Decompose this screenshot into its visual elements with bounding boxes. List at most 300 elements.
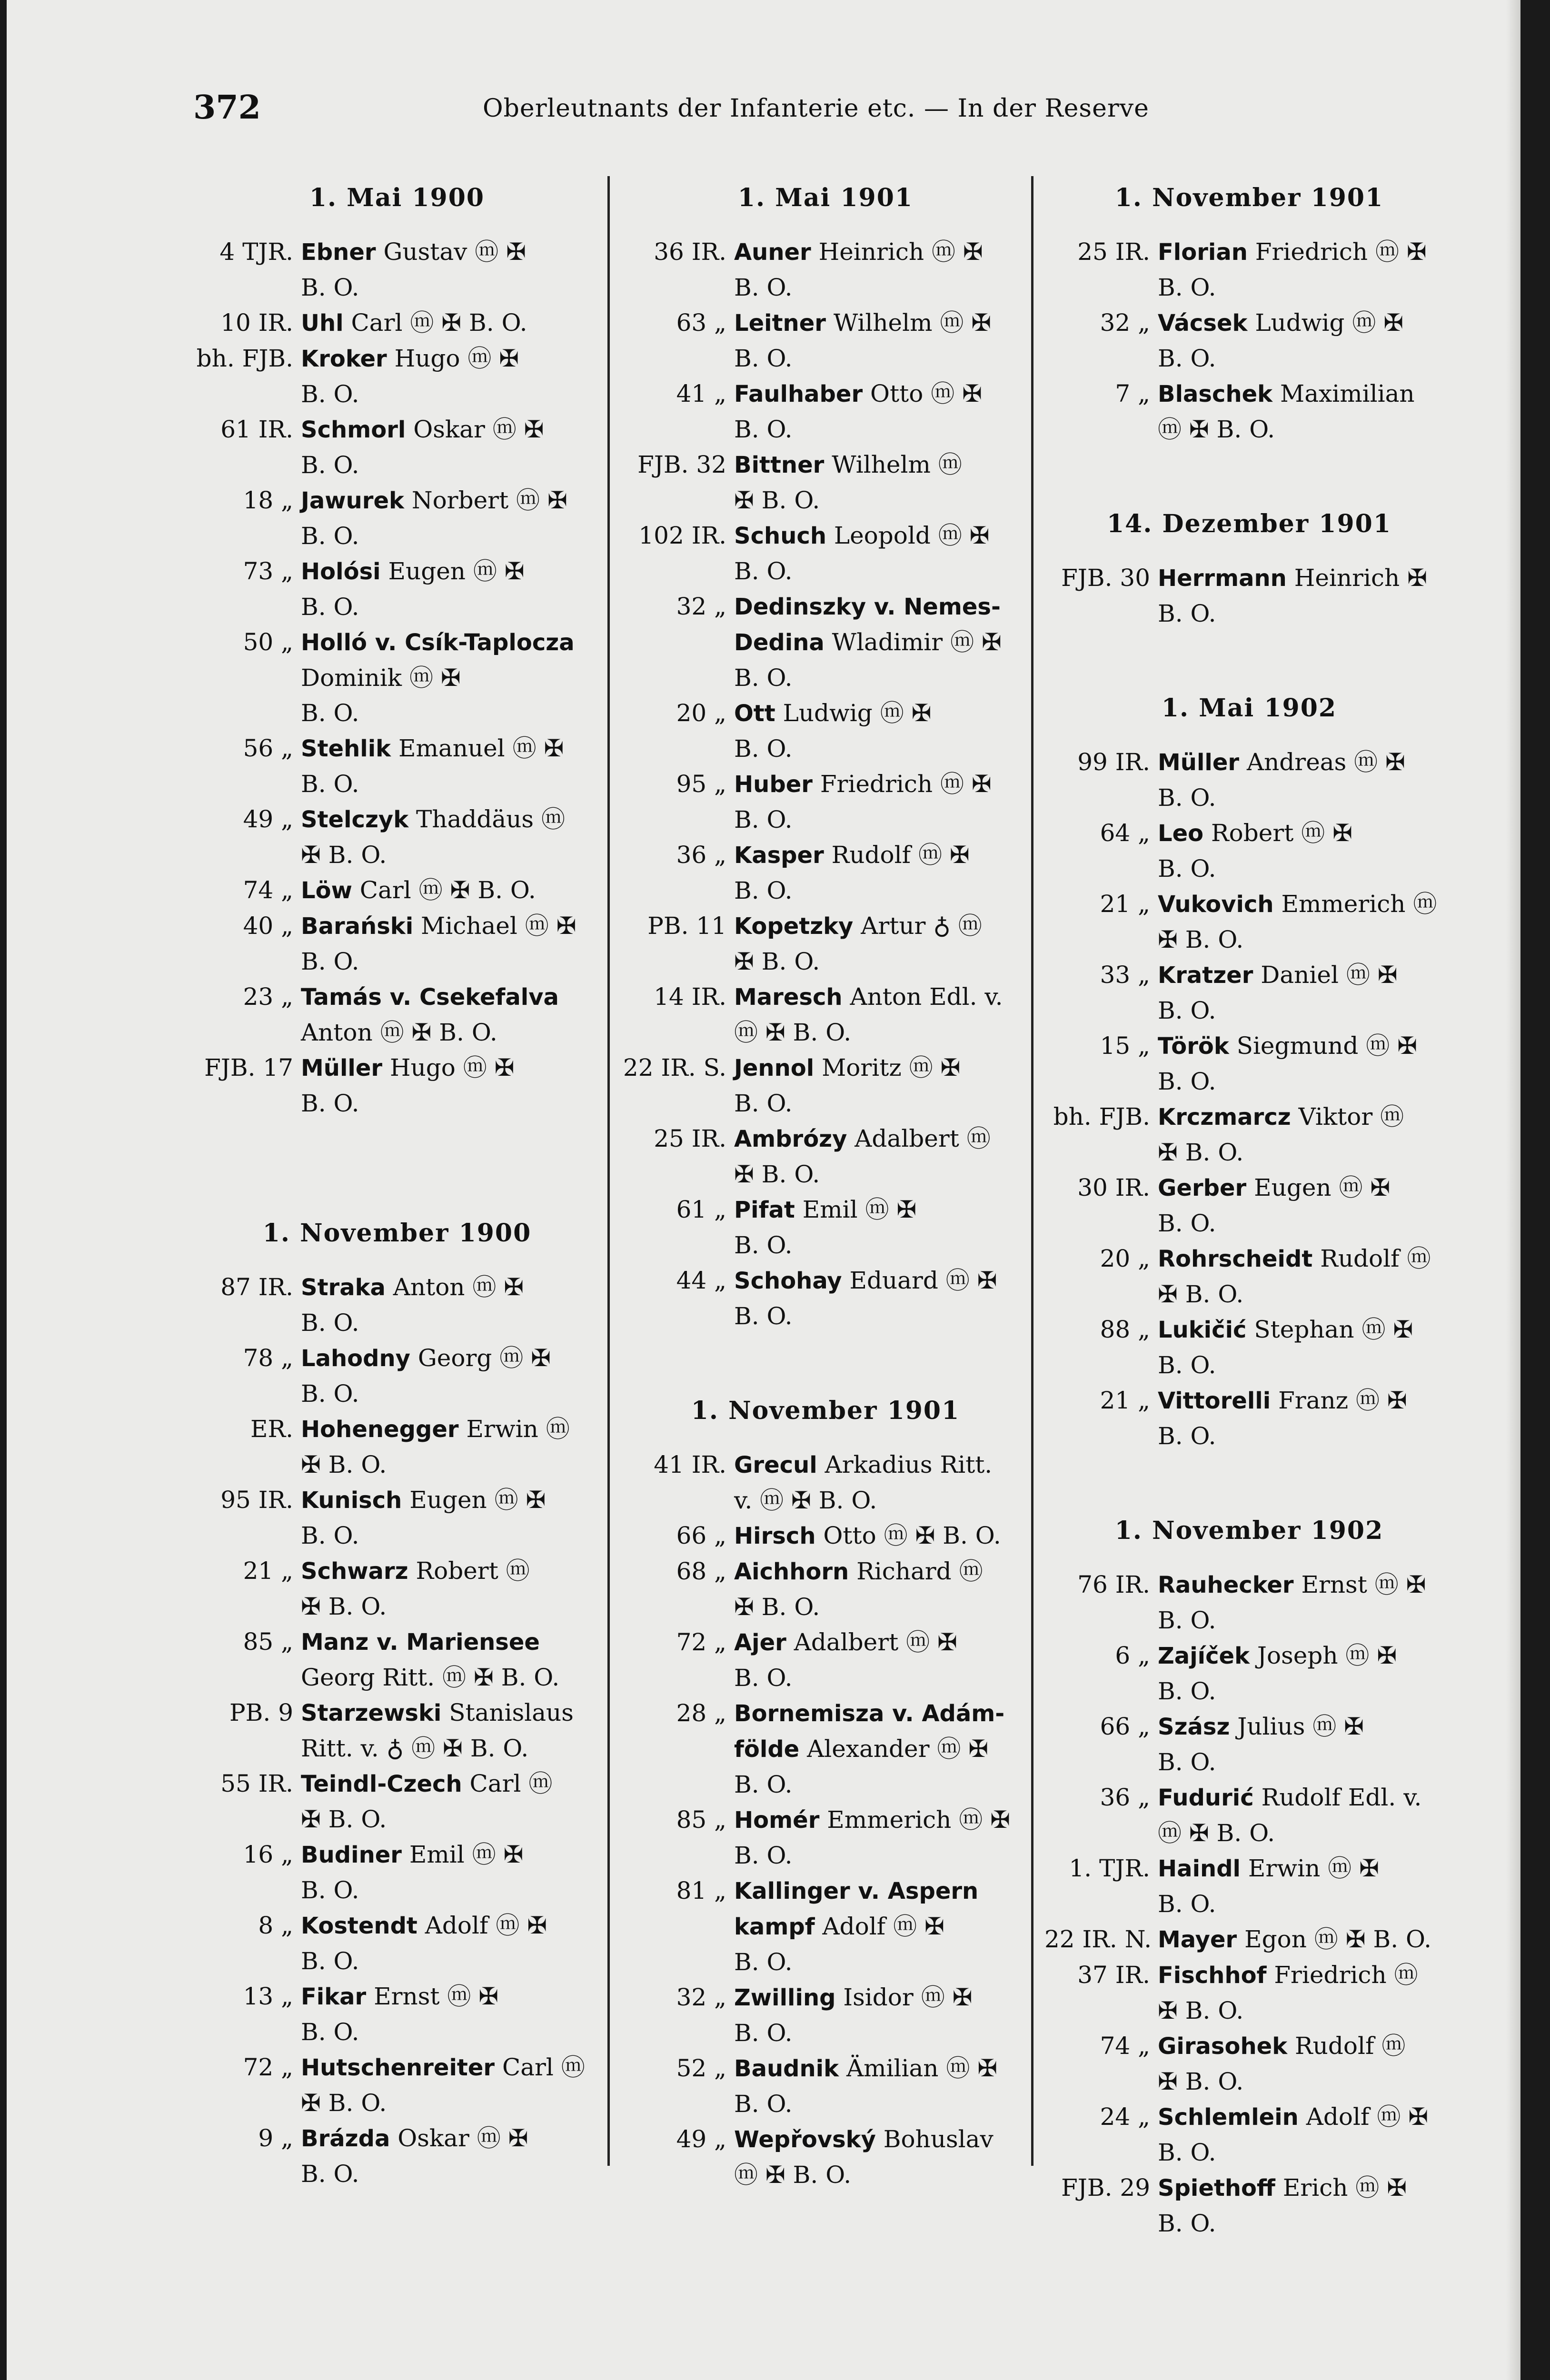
- entry-details: Ämilian ⓜ ✠ B. O.: [734, 2054, 998, 2118]
- surname: Lahodny: [301, 1345, 410, 1372]
- unit-label: 7 „: [1115, 380, 1150, 407]
- surname: Hutschenreiter: [301, 2054, 495, 2081]
- unit-label: PB. 11: [647, 912, 726, 940]
- unit-label: 25 IR.: [654, 1125, 726, 1152]
- surname: Vittorelli: [1158, 1388, 1271, 1414]
- surname: Kunisch: [301, 1487, 402, 1514]
- surname: Leo: [1158, 820, 1204, 847]
- officer-entry: [188, 979, 606, 1050]
- entry-details: Thaddäus ⓜ ✠ B. O.: [301, 805, 565, 869]
- officer-entry: [188, 1482, 606, 1553]
- unit-label: 21 „: [1100, 890, 1150, 918]
- entry-details: Eugen ⓜ ✠ B. O.: [301, 557, 525, 621]
- unit-label: 81 „: [676, 1877, 726, 1904]
- unit-label: 28 „: [676, 1699, 726, 1727]
- entry-text: [1158, 1170, 1454, 1241]
- entry-details: Moritz ⓜ ✠ B. O.: [734, 1054, 961, 1117]
- entry-text: [301, 979, 606, 1050]
- entry-text: [1158, 1709, 1454, 1780]
- officer-entry: [188, 341, 606, 412]
- entry-details: Anton ⓜ ✠ B. O.: [301, 1273, 524, 1337]
- column-2: [621, 176, 1030, 2189]
- surname: Schohay: [734, 1268, 842, 1294]
- unit-label: 25 IR.: [1077, 238, 1150, 266]
- officer-entry: [621, 1554, 1030, 1625]
- officer-entry: [1044, 560, 1454, 631]
- section-title: 1. November 1902: [1114, 1516, 1384, 1545]
- entry-text: [1158, 1028, 1454, 1099]
- surname: Fischhof: [1158, 1962, 1267, 1989]
- surname: Krczmarcz: [1158, 1104, 1291, 1130]
- unit-label: 21 „: [1100, 1387, 1150, 1414]
- entry-text: [734, 1518, 1030, 1554]
- entry-details: Robert ⓜ ✠ B. O.: [301, 1557, 530, 1620]
- entry-text: [734, 1625, 1030, 1696]
- officer-entry: [1044, 1709, 1454, 1780]
- unit-label: FJB. 30: [1061, 564, 1150, 592]
- entry-details: Erwin ⓜ ✠ B. O.: [1158, 1854, 1379, 1918]
- entry-text: [734, 1447, 1030, 1518]
- unit-label: 10 IR.: [220, 309, 293, 337]
- officer-entry: [188, 1269, 606, 1340]
- surname: Maresch: [734, 984, 843, 1011]
- unit-label: 8 „: [258, 1912, 293, 1939]
- unit-label: 32 „: [1100, 309, 1150, 337]
- unit-label: 20 „: [1100, 1245, 1150, 1272]
- unit-label: bh. FJB.: [196, 345, 293, 372]
- officer-entry: [621, 447, 1030, 518]
- entry-text: [1158, 1567, 1454, 1638]
- officer-entry: [621, 837, 1030, 908]
- entry-details: Franz ⓜ ✠ B. O.: [1158, 1387, 1407, 1450]
- entry-text: [734, 1980, 1030, 2051]
- officer-entry: [1044, 1383, 1454, 1454]
- officer-entry: [1044, 1170, 1454, 1241]
- unit-label: 66 „: [1100, 1713, 1150, 1740]
- entry-details: Friedrich ⓜ ✠ B. O.: [1158, 1961, 1418, 2024]
- entry-details: Viktor ⓜ ✠ B. O.: [1158, 1103, 1404, 1166]
- entry-text: [301, 731, 606, 802]
- section-title: 1. November 1901: [691, 1396, 960, 1425]
- officer-entry: [188, 1553, 606, 1624]
- surname: Jawurek: [301, 487, 404, 514]
- entry-text: [734, 1050, 1030, 1121]
- officer-entry: [188, 483, 606, 554]
- entry-text: [301, 1624, 606, 1695]
- unit-label: 23 „: [243, 983, 293, 1011]
- entry-details: Anton Edl. v. ⓜ ✠ B. O.: [734, 983, 1003, 1046]
- officer-entry: [1044, 744, 1454, 815]
- entry-details: Adolf ⓜ ✠ B. O.: [734, 1913, 944, 1976]
- officer-entry: [1044, 1922, 1454, 1957]
- entry-details: Otto ⓜ ✠ B. O.: [734, 380, 982, 443]
- unit-label: 63 „: [676, 309, 726, 337]
- entry-details: Rudolf ⓜ ✠ B. O.: [1158, 2032, 1406, 2095]
- unit-label: 74 „: [243, 876, 293, 904]
- unit-label: 52 „: [676, 2054, 726, 2082]
- entry-text: [1158, 560, 1454, 631]
- entry-details: Adalbert ⓜ ✠ B. O.: [734, 1125, 991, 1188]
- unit-label: 13 „: [243, 1983, 293, 2010]
- officer-entry: [1044, 1567, 1454, 1638]
- officer-entry: [1044, 1957, 1454, 2028]
- unit-label: 32 „: [676, 593, 726, 620]
- surname: Müller: [301, 1055, 383, 1081]
- unit-label: 36 IR.: [654, 238, 726, 266]
- entry-details: Eduard ⓜ ✠ B. O.: [734, 1267, 997, 1330]
- officer-entry: [1044, 815, 1454, 886]
- book-page: [7, 0, 1520, 2380]
- unit-label: 72 „: [676, 1628, 726, 1656]
- unit-label: 32 „: [676, 1983, 726, 2011]
- page-number: 372: [193, 89, 261, 127]
- entry-text: [734, 376, 1030, 447]
- surname: Bornemisza v. Adám- földe: [734, 1700, 1005, 1763]
- entry-text: [734, 447, 1030, 518]
- unit-label: 64 „: [1100, 819, 1150, 847]
- entry-details: Stephan ⓜ ✠ B. O.: [1158, 1316, 1413, 1379]
- entry-text: [301, 234, 606, 305]
- unit-label: PB. 9: [229, 1699, 293, 1726]
- entry-details: Wilhelm ⓜ ✠ B. O.: [734, 451, 962, 514]
- unit-label: FJB. 32: [637, 451, 726, 478]
- entry-text: [734, 518, 1030, 589]
- surname: Fudurić: [1158, 1785, 1254, 1811]
- unit-label: 73 „: [243, 557, 293, 585]
- unit-label: ER.: [250, 1415, 293, 1443]
- entry-text: [734, 1121, 1030, 1192]
- entry-details: Friedrich ⓜ ✠ B. O.: [734, 770, 992, 833]
- unit-label: 74 „: [1100, 2032, 1150, 2060]
- entry-text: [301, 554, 606, 625]
- entry-details: Stanislaus Ritt. v. ♁ ⓜ ✠ B. O.: [301, 1699, 574, 1762]
- column-divider-1: [607, 176, 610, 2166]
- surname: Homér: [734, 1807, 820, 1834]
- entry-text: [301, 1050, 606, 1121]
- entry-text: [301, 305, 606, 341]
- unit-label: 49 „: [243, 805, 293, 833]
- surname: Grecul: [734, 1452, 817, 1478]
- unit-label: FJB. 17: [204, 1054, 293, 1081]
- unit-label: 85 „: [676, 1806, 726, 1834]
- entry-text: [1158, 886, 1454, 957]
- officer-entry: [621, 766, 1030, 837]
- entry-text: [301, 802, 606, 873]
- officer-entry: [621, 695, 1030, 766]
- surname: Löw: [301, 877, 352, 904]
- officer-entry: [621, 2122, 1030, 2192]
- officer-entry: [188, 873, 606, 908]
- unit-label: 99 IR.: [1077, 748, 1150, 776]
- unit-label: 78 „: [243, 1344, 293, 1372]
- entry-text: [1158, 2099, 1454, 2170]
- unit-label: 9 „: [258, 2124, 293, 2152]
- entry-text: [301, 1766, 606, 1837]
- surname: Zwilling: [734, 1984, 836, 2011]
- entry-text: [301, 625, 606, 731]
- surname: Budiner: [301, 1842, 402, 1868]
- surname: Török: [1158, 1033, 1229, 1060]
- officer-entry: [188, 234, 606, 305]
- entry-details: Alexander ⓜ ✠ B. O.: [734, 1735, 989, 1798]
- surname: Uhl: [301, 310, 344, 337]
- entry-details: Anton ⓜ ✠ B. O.: [301, 1019, 497, 1046]
- entry-text: [734, 837, 1030, 908]
- surname: Pifat: [734, 1197, 795, 1223]
- officer-entry: [621, 518, 1030, 589]
- officer-entry: [1044, 376, 1454, 447]
- unit-label: 1. TJR.: [1069, 1854, 1150, 1882]
- officer-entry: [1044, 1241, 1454, 1312]
- surname: Ambrózy: [734, 1126, 847, 1152]
- surname: Ebner: [301, 239, 376, 266]
- unit-label: 41 „: [676, 380, 726, 407]
- entry-text: [301, 873, 606, 908]
- entry-text: [734, 305, 1030, 376]
- unit-label: 37 IR.: [1077, 1961, 1150, 1989]
- surname: Kostendt: [301, 1913, 417, 1939]
- surname: Schwarz: [301, 1558, 408, 1585]
- surname: Bittner: [734, 452, 825, 478]
- entry-text: [734, 589, 1030, 695]
- entry-details: Daniel ⓜ ✠ B. O.: [1158, 961, 1398, 1024]
- surname: Girasohek: [1158, 2033, 1288, 2060]
- section-title: 1. Mai 1901: [737, 183, 914, 212]
- unit-label: 36 „: [676, 841, 726, 869]
- section-title: 1. November 1901: [1114, 183, 1384, 212]
- officer-entry: [188, 305, 606, 341]
- officer-entry: [1044, 305, 1454, 376]
- officer-entry: [188, 2121, 606, 2192]
- officer-entry: [621, 2051, 1030, 2122]
- surname: Jennol: [734, 1055, 815, 1081]
- page-header: [7, 89, 1520, 131]
- entry-details: Rudolf ⓜ ✠ B. O.: [734, 841, 970, 904]
- officer-entry: [1044, 1099, 1454, 1170]
- officer-entry: [188, 1411, 606, 1482]
- officer-entry: [188, 1979, 606, 2050]
- officer-entry: [621, 1050, 1030, 1121]
- officer-entry: [188, 1908, 606, 1979]
- surname: Kasper: [734, 842, 824, 869]
- entry-text: [1158, 305, 1454, 376]
- entry-text: [1158, 376, 1454, 447]
- surname: Blaschek: [1158, 381, 1273, 407]
- surname: Hohenegger: [301, 1416, 459, 1443]
- entry-details: Norbert ⓜ ✠ B. O.: [301, 486, 567, 550]
- entry-text: [301, 483, 606, 554]
- surname: Kallinger v. Aspern kampf: [734, 1878, 979, 1940]
- entry-text: [734, 695, 1030, 766]
- surname: Kratzer: [1158, 962, 1253, 989]
- unit-label: 14 IR.: [654, 983, 726, 1011]
- entry-text: [301, 1837, 606, 1908]
- entry-details: Georg Ritt. ⓜ ✠ B. O.: [301, 1664, 560, 1691]
- officer-entry: [188, 802, 606, 873]
- entry-text: [1158, 234, 1454, 305]
- entry-text: [1158, 1099, 1454, 1170]
- surname: Vukovich: [1158, 891, 1274, 918]
- entry-text: [734, 1802, 1030, 1873]
- entry-text: [734, 2122, 1030, 2192]
- entry-text: [1158, 1957, 1454, 2028]
- entry-details: Rudolf ⓜ ✠ B. O.: [1158, 1245, 1431, 1308]
- surname: Kroker: [301, 346, 387, 372]
- unit-label: 61 „: [676, 1196, 726, 1223]
- officer-entry: [621, 376, 1030, 447]
- officer-entry: [1044, 1312, 1454, 1383]
- entry-details: Julius ⓜ ✠ B. O.: [1158, 1713, 1364, 1776]
- unit-label: FJB. 29: [1061, 2174, 1150, 2202]
- entry-details: Richard ⓜ ✠ B. O.: [734, 1557, 983, 1621]
- officer-entry: [621, 1121, 1030, 1192]
- entry-text: [1158, 815, 1454, 886]
- entry-text: [1158, 2028, 1454, 2099]
- officer-entry: [1044, 1638, 1454, 1709]
- unit-label: 22 IR. S.: [623, 1054, 726, 1081]
- entry-text: [734, 1873, 1030, 1980]
- entry-details: Emil ⓜ ✠ B. O.: [301, 1841, 524, 1904]
- entry-text: [1158, 1383, 1454, 1454]
- entry-details: Bohuslav ⓜ ✠ B. O.: [734, 2125, 994, 2189]
- unit-label: 88 „: [1100, 1316, 1150, 1343]
- entry-details: Emanuel ⓜ ✠ B. O.: [301, 734, 564, 798]
- officer-entry: [188, 625, 606, 731]
- section-title: 1. Mai 1900: [309, 183, 485, 212]
- unit-label: 66 „: [676, 1522, 726, 1549]
- unit-label: 40 „: [243, 912, 293, 940]
- surname: Stehlik: [301, 735, 391, 762]
- officer-entry: [621, 1696, 1030, 1802]
- column-1: [188, 176, 606, 2188]
- officer-entry: [188, 1340, 606, 1411]
- entry-text: [1158, 957, 1454, 1028]
- entry-details: Dominik ⓜ ✠ B. O.: [301, 664, 461, 727]
- page-edge-shadow: [1506, 0, 1520, 2380]
- entry-details: Erich ⓜ ✠ B. O.: [1158, 2174, 1407, 2237]
- officer-entry: [1044, 886, 1454, 957]
- entry-text: [1158, 1312, 1454, 1383]
- officer-entry: [188, 1624, 606, 1695]
- entry-details: Leopold ⓜ ✠ B. O.: [734, 522, 990, 585]
- entry-text: [1158, 2170, 1454, 2241]
- surname: Straka: [301, 1274, 386, 1301]
- entry-details: Egon ⓜ ✠ B. O.: [1237, 1925, 1431, 1953]
- entry-text: [301, 908, 606, 979]
- officer-entry: [1044, 957, 1454, 1028]
- unit-label: 36 „: [1100, 1784, 1150, 1811]
- entry-text: [301, 412, 606, 483]
- officer-entry: [1044, 1780, 1454, 1851]
- officer-entry: [621, 1518, 1030, 1554]
- unit-label: 44 „: [676, 1267, 726, 1294]
- surname: Manz v. Mariensee: [301, 1629, 540, 1656]
- entry-details: Rudolf Edl. v. ⓜ ✠ B. O.: [1158, 1784, 1422, 1847]
- entry-details: Artur ♁ ⓜ ✠ B. O.: [734, 912, 982, 975]
- entry-details: Michael ⓜ ✠ B. O.: [301, 912, 576, 975]
- surname: Barański: [301, 913, 414, 940]
- entry-details: Eugen ⓜ ✠ B. O.: [1158, 1174, 1391, 1237]
- officer-entry: [621, 1980, 1030, 2051]
- section-title: 1. Mai 1902: [1161, 694, 1337, 723]
- unit-label: 22 IR. N.: [1044, 1925, 1152, 1953]
- surname: Auner: [734, 239, 811, 266]
- entry-details: Georg ⓜ ✠ B. O.: [301, 1344, 551, 1408]
- officer-entry: [621, 305, 1030, 376]
- officer-entry: [621, 1873, 1030, 1980]
- entry-text: [734, 1554, 1030, 1625]
- entry-details: Wladimir ⓜ ✠ B. O.: [734, 628, 1002, 692]
- unit-label: 15 „: [1100, 1032, 1150, 1060]
- surname: Faulhaber: [734, 381, 863, 407]
- unit-label: 68 „: [676, 1557, 726, 1585]
- surname: Rohrscheidt: [1158, 1246, 1313, 1272]
- entry-details: Isidor ⓜ ✠ B. O.: [734, 1983, 973, 2047]
- entry-details: Carl ⓜ ✠ B. O.: [352, 876, 536, 904]
- officer-entry: [621, 979, 1030, 1050]
- entry-text: [301, 1482, 606, 1553]
- surname: Schuch: [734, 523, 826, 549]
- officer-entry: [188, 1766, 606, 1837]
- officer-entry: [188, 1837, 606, 1908]
- officer-entry: [621, 589, 1030, 695]
- surname: Holló v. Csík-Taplocza: [301, 629, 575, 656]
- officer-entry: [188, 2050, 606, 2121]
- surname: Starzewski: [301, 1700, 442, 1726]
- officer-entry: [1044, 2170, 1454, 2241]
- unit-label: 50 „: [243, 628, 293, 656]
- entry-text: [734, 1263, 1030, 1334]
- surname: Holósi: [301, 558, 381, 585]
- unit-label: 87 IR.: [220, 1273, 293, 1301]
- entry-text: [301, 1411, 606, 1482]
- unit-label: 4 TJR.: [219, 238, 293, 266]
- entry-details: Hugo ⓜ ✠ B. O.: [301, 345, 519, 408]
- officer-entry: [1044, 1028, 1454, 1099]
- entry-text: [1158, 1780, 1454, 1851]
- entry-text: [301, 1269, 606, 1340]
- surname: Zajíček: [1158, 1643, 1250, 1669]
- surname: Florian: [1158, 239, 1248, 266]
- officer-entry: [1044, 2028, 1454, 2099]
- unit-label: 95 „: [676, 770, 726, 798]
- entry-details: Siegmund ⓜ ✠ B. O.: [1158, 1032, 1418, 1095]
- unit-label: 85 „: [243, 1628, 293, 1656]
- officer-entry: [621, 1192, 1030, 1263]
- entry-text: [734, 908, 1030, 979]
- officer-entry: [188, 554, 606, 625]
- entry-text: [734, 2051, 1030, 2122]
- surname: Spiethoff: [1158, 2175, 1275, 2202]
- entry-text: [1158, 1241, 1454, 1312]
- surname: Baudnik: [734, 2055, 839, 2082]
- entry-details: Eugen ⓜ ✠ B. O.: [301, 1486, 546, 1549]
- officer-entry: [1044, 2099, 1454, 2170]
- surname: Schlemlein: [1158, 2104, 1299, 2131]
- entry-details: Andreas ⓜ ✠ B. O.: [1158, 748, 1405, 812]
- surname: Kopetzky: [734, 913, 854, 940]
- entry-details: Emmerich ⓜ ✠ B. O.: [1158, 890, 1437, 953]
- unit-label: 55 IR.: [220, 1770, 293, 1797]
- running-title: Oberleutnants der Infanterie etc. — In der Reserve: [483, 94, 1149, 123]
- unit-label: 18 „: [243, 486, 293, 514]
- entry-text: [1158, 1851, 1454, 1922]
- surname: Hirsch: [734, 1523, 816, 1549]
- officer-entry: [621, 1263, 1030, 1334]
- entry-details: Wilhelm ⓜ ✠ B. O.: [734, 309, 992, 372]
- entry-details: Ernst ⓜ ✠ B. O.: [1158, 1571, 1426, 1634]
- unit-label: 33 „: [1100, 961, 1150, 989]
